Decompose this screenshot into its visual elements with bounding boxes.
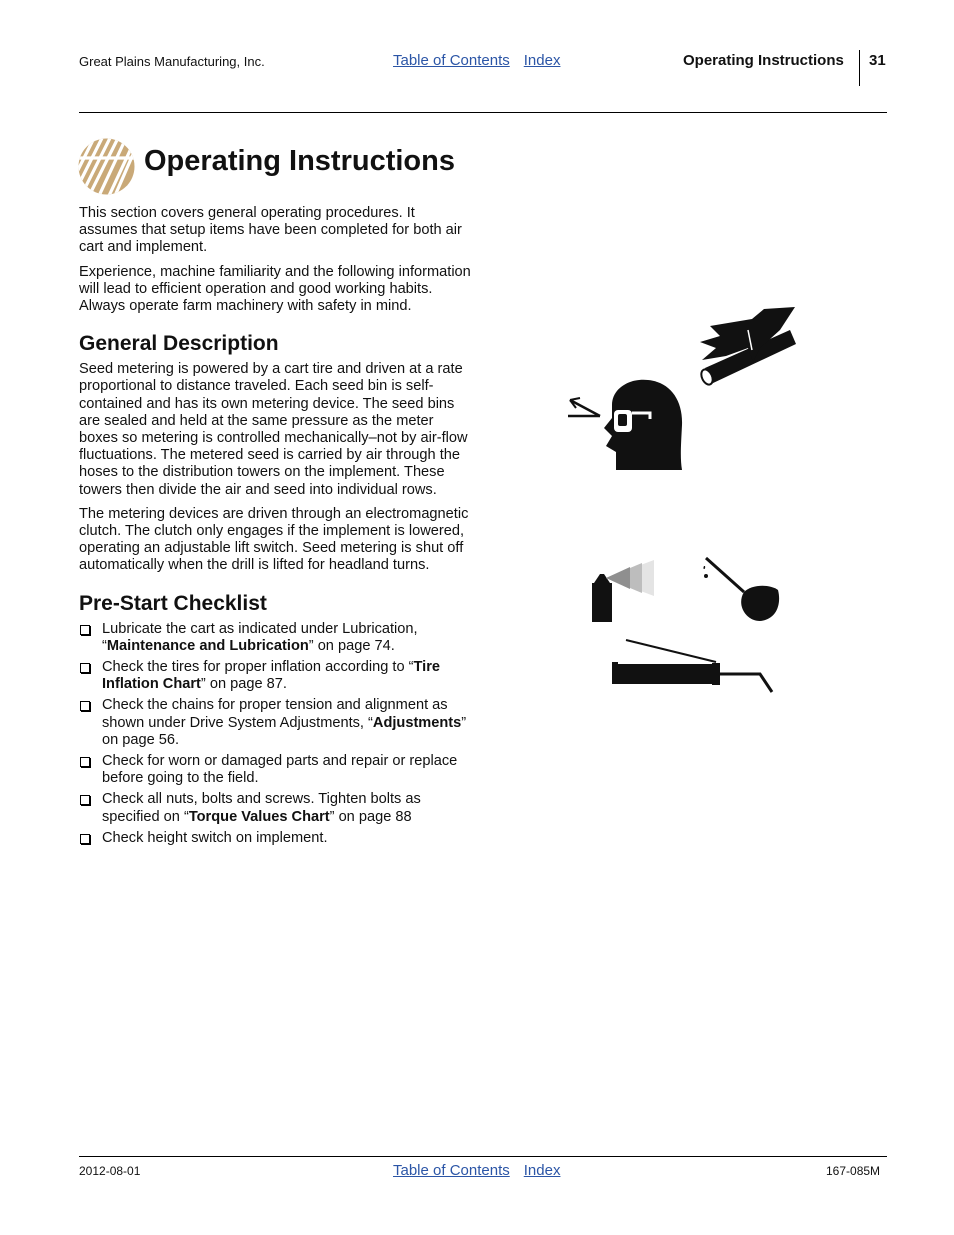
company-logo-icon	[78, 138, 135, 195]
footer-index-link[interactable]: Index	[523, 1162, 561, 1179]
page-number: 31	[869, 52, 886, 69]
checkbox-icon	[80, 663, 90, 673]
checkbox-icon	[80, 701, 90, 711]
header-index-link[interactable]: Index	[523, 52, 561, 69]
intro-paragraph-2: Experience, machine familiarity and the following information will lead to efficient operation and good working habits. Always operate farm machinery with safety in mind.	[79, 263, 471, 315]
footer-toc-link[interactable]: Table of Contents	[393, 1162, 510, 1179]
hand-pipe-icon	[699, 307, 796, 386]
footer-doc-code: 167-085M	[826, 1164, 881, 1178]
footer-nav	[393, 1162, 560, 1179]
checklist-item: Check all nuts, bolts and screws. Tighten bolts as specified on “Torque Values Chart” on page 88	[79, 791, 471, 825]
checklist	[79, 621, 471, 847]
footer-date: 2012-08-01	[79, 1164, 141, 1178]
grease-gun-icon	[612, 640, 772, 692]
header-rule	[79, 112, 887, 113]
safety-illustration	[560, 300, 810, 700]
general-description-paragraph-1: Seed metering is powered by a cart tire and driven at a rate proportional to distance traveled. Each seed bin is self-contained and has its own metering device. The seed bins are sealed and held at the same pressure as the meter boxes so metering is controlled mechanically–not by air-flow fluctuations. The metered seed is carried by air through the hoses to the distribution towers on the implement. These towers then divide the air and seed into individual rows.	[79, 361, 468, 498]
checklist-item: Check the tires for proper inflation according to “Tire Inflation Chart” on page 87.	[79, 659, 471, 693]
header-nav	[393, 52, 560, 69]
header-divider	[859, 50, 860, 86]
checklist-item: Check for worn or damaged parts and repair or replace before going to the field.	[79, 753, 471, 787]
checkbox-icon	[80, 834, 90, 844]
checklist-heading: Pre-Start Checklist	[79, 591, 267, 615]
header-section-title: Operating Instructions	[683, 52, 844, 69]
checklist-item: Lubricate the cart as indicated under Lubrication, “Maintenance and Lubrication” on page 74.	[79, 621, 471, 655]
checklist-item: Check the chains for proper tension and alignment as shown under Drive System Adjustments, “Adjustments” on page 56.	[79, 697, 471, 749]
spray-can-icon	[592, 560, 654, 622]
general-description-heading: General Description	[79, 332, 279, 356]
checklist-item: Check height switch on implement.	[79, 830, 471, 847]
main-column	[79, 205, 471, 851]
header-toc-link[interactable]: Table of Contents	[393, 52, 510, 69]
intro-paragraph-1: This section covers general operating procedures. It assumes that setup items have been completed for both air cart and implement.	[79, 205, 462, 256]
safety-goggles-icon	[568, 380, 682, 470]
page-title: Operating Instructions	[144, 145, 455, 177]
checkbox-icon	[80, 625, 90, 635]
footer-rule	[79, 1156, 887, 1157]
checkbox-icon	[80, 795, 90, 805]
header-company: Great Plains Manufacturing, Inc.	[79, 54, 265, 69]
oil-can-icon	[703, 558, 779, 621]
general-description-paragraph-2: The metering devices are driven through an electromagnetic clutch. The clutch only engages if the implement is lowered, operating an adjustable lift switch. Seed metering is shut off automatically when the drill is lifted for headland turns.	[79, 505, 469, 574]
checkbox-icon	[80, 757, 90, 767]
